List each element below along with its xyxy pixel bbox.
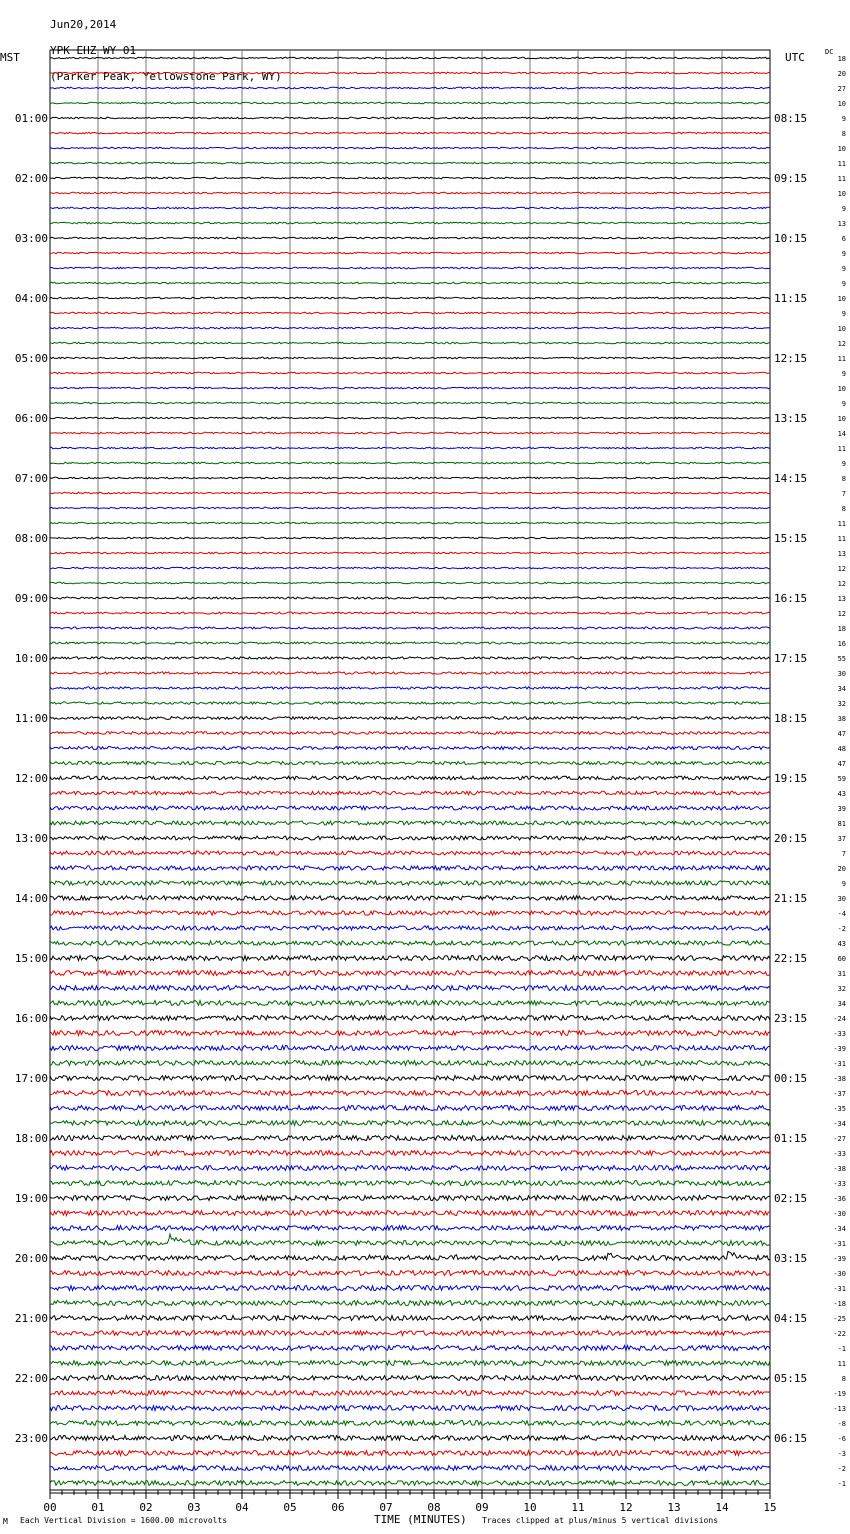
dc-offset-label: 9 xyxy=(841,250,846,258)
seismic-trace xyxy=(50,1166,770,1171)
utc-hour-label: 13:15 xyxy=(774,412,808,425)
scale-note: Each Vertical Division = 1600.00 microvolts xyxy=(20,1516,228,1525)
dc-offset-label: -38 xyxy=(833,1165,846,1173)
x-tick-label: 02 xyxy=(139,1501,153,1514)
seismic-trace xyxy=(50,732,770,735)
seismic-trace xyxy=(50,177,770,179)
dc-offset-label: 55 xyxy=(837,655,846,663)
seismic-trace xyxy=(50,237,770,239)
utc-hour-label: 12:15 xyxy=(774,352,808,365)
seismic-trace xyxy=(50,552,770,554)
dc-offset-label: -3 xyxy=(837,1450,846,1458)
dc-offset-label: 9 xyxy=(841,400,846,408)
seismic-trace xyxy=(50,402,770,404)
seismic-trace xyxy=(50,1271,770,1276)
utc-hour-label: 09:15 xyxy=(774,172,808,185)
x-tick-label: 01 xyxy=(91,1501,105,1514)
mst-hour-label: 19:00 xyxy=(14,1192,48,1205)
dc-offset-label: 32 xyxy=(837,985,846,993)
seismic-trace xyxy=(50,1016,770,1021)
seismic-trace xyxy=(50,1136,770,1141)
dc-offset-label: 10 xyxy=(837,415,846,423)
seismic-trace xyxy=(50,57,770,59)
seismic-trace xyxy=(50,132,770,134)
dc-offset-label: 11 xyxy=(837,445,846,453)
seismic-trace xyxy=(50,776,770,780)
seismic-trace xyxy=(50,866,770,870)
utc-hour-label: 00:15 xyxy=(774,1072,808,1085)
utc-hour-label: 11:15 xyxy=(774,292,808,305)
dc-offset-label: 30 xyxy=(837,895,846,903)
seismic-trace xyxy=(50,432,770,434)
seismic-trace xyxy=(50,1106,770,1111)
dc-offset-label: 11 xyxy=(837,355,846,363)
utc-hour-label: 01:15 xyxy=(774,1132,808,1145)
mst-hour-label: 22:00 xyxy=(14,1372,48,1385)
clip-note: Traces clipped at plus/minus 5 vertical divisions xyxy=(482,1516,719,1525)
seismic-trace xyxy=(50,986,770,991)
dc-offset-label: 37 xyxy=(837,835,846,843)
dc-offset-label: 8 xyxy=(841,130,846,138)
dc-offset-label: -33 xyxy=(833,1180,846,1188)
seismic-trace xyxy=(50,327,770,329)
seismic-trace xyxy=(50,1031,770,1036)
seismic-trace xyxy=(50,926,770,930)
dc-offset-label: 12 xyxy=(837,340,846,348)
seismic-trace xyxy=(50,342,770,344)
seismic-trace xyxy=(50,746,770,749)
dc-offset-label: 9 xyxy=(841,265,846,273)
seismic-trace xyxy=(50,1211,770,1216)
seismic-trace xyxy=(50,1061,770,1066)
seismic-trace xyxy=(50,956,770,961)
dc-offset-label: -37 xyxy=(833,1090,846,1098)
dc-offset-label: 10 xyxy=(837,100,846,108)
dc-offset-label: 10 xyxy=(837,325,846,333)
utc-hour-label: 04:15 xyxy=(774,1312,808,1325)
dc-offset-label: 34 xyxy=(837,685,846,693)
dc-offset-label: 13 xyxy=(837,595,846,603)
x-tick-label: 12 xyxy=(619,1501,633,1514)
plot-date: Jun20,2014 xyxy=(50,18,117,31)
dc-offset-label: -2 xyxy=(837,1465,846,1473)
dc-offset-label: 81 xyxy=(837,820,846,828)
seismic-trace xyxy=(50,1346,770,1351)
dc-offset-label: -1 xyxy=(837,1345,846,1353)
seismic-trace xyxy=(50,507,770,509)
dc-offset-label: 20 xyxy=(837,70,846,78)
dc-offset-header: DC xyxy=(825,48,834,56)
dc-offset-label: -24 xyxy=(833,1015,846,1023)
dc-offset-label: -31 xyxy=(833,1060,846,1068)
seismic-trace xyxy=(50,207,770,209)
seismic-trace xyxy=(50,462,770,464)
mst-hour-label: 01:00 xyxy=(14,112,48,125)
dc-offset-label: 43 xyxy=(837,940,846,948)
dc-offset-label: 11 xyxy=(837,1360,846,1368)
dc-offset-label: 18 xyxy=(837,625,846,633)
x-axis-label: TIME (MINUTES) xyxy=(374,1513,467,1526)
seismic-trace xyxy=(50,1181,770,1186)
seismic-trace xyxy=(50,447,770,449)
seismic-trace xyxy=(50,1251,770,1260)
dc-offset-label: 13 xyxy=(837,220,846,228)
seismic-trace xyxy=(50,1451,770,1456)
x-tick-label: 07 xyxy=(379,1501,393,1514)
mst-hour-label: 08:00 xyxy=(14,532,48,545)
seismic-trace xyxy=(50,597,770,599)
mst-hour-label: 11:00 xyxy=(14,712,48,725)
dc-offset-label: 14 xyxy=(837,430,846,438)
seismic-trace xyxy=(50,147,770,149)
dc-offset-label: 39 xyxy=(837,805,846,813)
seismic-trace xyxy=(50,1076,770,1081)
seismic-trace xyxy=(50,791,770,795)
seismic-trace xyxy=(50,522,770,524)
x-tick-label: 10 xyxy=(523,1501,537,1514)
dc-offset-label: -35 xyxy=(833,1105,846,1113)
dc-offset-label: -31 xyxy=(833,1240,846,1248)
utc-hour-label: 06:15 xyxy=(774,1432,808,1445)
dc-offset-label: -22 xyxy=(833,1330,846,1338)
dc-offset-label: 8 xyxy=(841,505,846,513)
dc-offset-label: 20 xyxy=(837,865,846,873)
left-timezone-label: MST xyxy=(0,51,20,64)
utc-hour-label: 14:15 xyxy=(774,472,808,485)
plot-frame xyxy=(50,50,770,1493)
dc-offset-label: -13 xyxy=(833,1405,846,1413)
seismic-trace xyxy=(50,896,770,900)
dc-offset-label: -6 xyxy=(837,1435,846,1443)
seismic-trace xyxy=(50,911,770,915)
seismic-trace xyxy=(50,717,770,720)
utc-hour-label: 22:15 xyxy=(774,952,808,965)
seismic-trace xyxy=(50,881,770,885)
dc-offset-label: 34 xyxy=(837,1000,846,1008)
dc-offset-label: 43 xyxy=(837,790,846,798)
utc-hour-label: 17:15 xyxy=(774,652,808,665)
mst-hour-label: 06:00 xyxy=(14,412,48,425)
dc-offset-label: 16 xyxy=(837,640,846,648)
dc-offset-label: 30 xyxy=(837,670,846,678)
seismic-trace xyxy=(50,642,770,644)
x-tick-label: 08 xyxy=(427,1501,441,1514)
x-tick-label: 00 xyxy=(43,1501,57,1514)
x-tick-label: 14 xyxy=(715,1501,729,1514)
station-location: (Parker Peak, Yellowstone Park, WY) xyxy=(50,70,282,83)
dc-offset-label: -39 xyxy=(833,1255,846,1263)
seismic-trace xyxy=(50,1406,770,1411)
dc-offset-label: -33 xyxy=(833,1030,846,1038)
seismic-trace xyxy=(50,672,770,674)
seismic-trace xyxy=(50,357,770,359)
dc-offset-label: -38 xyxy=(833,1075,846,1083)
dc-offset-label: 31 xyxy=(837,970,846,978)
seismic-trace xyxy=(50,582,770,584)
x-tick-label: 13 xyxy=(667,1501,681,1514)
dc-offset-label: -34 xyxy=(833,1120,846,1128)
dc-offset-label: 7 xyxy=(841,490,846,498)
utc-hour-label: 19:15 xyxy=(774,772,808,785)
mst-hour-label: 07:00 xyxy=(14,472,48,485)
dc-offset-label: 10 xyxy=(837,190,846,198)
right-timezone-label: UTC xyxy=(785,51,805,64)
dc-offset-label: 32 xyxy=(837,700,846,708)
seismic-trace xyxy=(50,1316,770,1321)
seismic-trace xyxy=(50,192,770,194)
dc-offset-label: 9 xyxy=(841,280,846,288)
dc-offset-label: -8 xyxy=(837,1420,846,1428)
dc-offset-label: 9 xyxy=(841,115,846,123)
seismic-trace xyxy=(50,1001,770,1006)
mst-hour-label: 16:00 xyxy=(14,1012,48,1025)
mst-hour-label: 12:00 xyxy=(14,772,48,785)
x-tick-label: 11 xyxy=(571,1501,585,1514)
corner-mark: M xyxy=(3,1517,8,1526)
seismic-trace xyxy=(50,1091,770,1096)
seismic-trace xyxy=(50,761,770,764)
seismic-trace xyxy=(50,1196,770,1201)
station-code: YPK EHZ WY 01 xyxy=(50,44,137,57)
seismic-trace xyxy=(50,612,770,614)
seismic-trace xyxy=(50,372,770,374)
dc-offset-label: 10 xyxy=(837,385,846,393)
dc-offset-label: -33 xyxy=(833,1150,846,1158)
mst-hour-label: 02:00 xyxy=(14,172,48,185)
dc-offset-label: 10 xyxy=(837,145,846,153)
seismic-trace xyxy=(50,1331,770,1336)
mst-hour-label: 17:00 xyxy=(14,1072,48,1085)
dc-offset-label: -27 xyxy=(833,1135,846,1143)
utc-hour-label: 02:15 xyxy=(774,1192,808,1205)
seismic-trace xyxy=(50,1234,770,1245)
mst-hour-label: 20:00 xyxy=(14,1252,48,1265)
seismic-trace xyxy=(50,162,770,164)
x-tick-label: 15 xyxy=(763,1501,777,1514)
seismic-trace xyxy=(50,1046,770,1051)
dc-offset-label: -4 xyxy=(837,910,846,918)
dc-offset-label: 9 xyxy=(841,370,846,378)
seismic-trace xyxy=(50,687,770,689)
dc-offset-label: -19 xyxy=(833,1390,846,1398)
dc-offset-label: -36 xyxy=(833,1195,846,1203)
mst-hour-label: 13:00 xyxy=(14,832,48,845)
utc-hour-label: 16:15 xyxy=(774,592,808,605)
x-tick-label: 06 xyxy=(331,1501,345,1514)
x-tick-label: 03 xyxy=(187,1501,201,1514)
dc-offset-label: -1 xyxy=(837,1480,846,1488)
dc-offset-label: 9 xyxy=(841,460,846,468)
seismic-trace xyxy=(50,477,770,479)
seismic-trace xyxy=(50,1286,770,1291)
dc-offset-label: 11 xyxy=(837,535,846,543)
dc-offset-label: -34 xyxy=(833,1225,846,1233)
dc-offset-label: 11 xyxy=(837,520,846,528)
utc-hour-label: 03:15 xyxy=(774,1252,808,1265)
dc-offset-label: 11 xyxy=(837,160,846,168)
dc-offset-label: 7 xyxy=(841,850,846,858)
dc-offset-label: 9 xyxy=(841,310,846,318)
dc-offset-label: 8 xyxy=(841,475,846,483)
mst-hour-label: 09:00 xyxy=(14,592,48,605)
mst-hour-label: 23:00 xyxy=(14,1432,48,1445)
dc-offset-label: 27 xyxy=(837,85,846,93)
dc-offset-label: -30 xyxy=(833,1210,846,1218)
mst-hour-label: 21:00 xyxy=(14,1312,48,1325)
seismic-trace xyxy=(50,851,770,855)
seismic-trace xyxy=(50,102,770,104)
seismic-trace xyxy=(50,417,770,419)
dc-offset-label: 48 xyxy=(837,745,846,753)
dc-offset-label: 8 xyxy=(841,1375,846,1383)
seismic-trace xyxy=(50,87,770,89)
seismic-trace xyxy=(50,1466,770,1471)
seismic-trace xyxy=(50,1121,770,1126)
seismic-trace xyxy=(50,1481,770,1486)
seismic-trace xyxy=(50,72,770,74)
dc-offset-label: 6 xyxy=(841,235,846,243)
seismic-trace xyxy=(50,252,770,254)
dc-offset-label: 38 xyxy=(837,715,846,723)
mst-hour-label: 14:00 xyxy=(14,892,48,905)
seismic-trace xyxy=(50,821,770,825)
seismic-trace xyxy=(50,836,770,840)
mst-hour-label: 18:00 xyxy=(14,1132,48,1145)
dc-offset-label: 12 xyxy=(837,610,846,618)
seismic-trace xyxy=(50,537,770,539)
seismic-trace xyxy=(50,222,770,224)
seismic-trace xyxy=(50,312,770,314)
seismic-trace xyxy=(50,627,770,629)
dc-offset-label: 59 xyxy=(837,775,846,783)
x-tick-label: 04 xyxy=(235,1501,249,1514)
seismic-trace xyxy=(50,567,770,569)
dc-offset-label: 47 xyxy=(837,760,846,768)
seismic-trace xyxy=(50,1361,770,1366)
utc-hour-label: 05:15 xyxy=(774,1372,808,1385)
seismic-trace xyxy=(50,702,770,704)
seismic-trace xyxy=(50,657,770,659)
utc-hour-label: 10:15 xyxy=(774,232,808,245)
mst-hour-label: 04:00 xyxy=(14,292,48,305)
seismic-trace xyxy=(50,387,770,389)
mst-hour-label: 03:00 xyxy=(14,232,48,245)
seismic-trace xyxy=(50,1301,770,1306)
utc-hour-label: 18:15 xyxy=(774,712,808,725)
seismic-trace xyxy=(50,1391,770,1396)
seismic-trace xyxy=(50,1226,770,1231)
utc-hour-label: 08:15 xyxy=(774,112,808,125)
dc-offset-label: -2 xyxy=(837,925,846,933)
mst-hour-label: 15:00 xyxy=(14,952,48,965)
seismic-trace xyxy=(50,1151,770,1156)
seismic-trace xyxy=(50,941,770,945)
mst-hour-label: 10:00 xyxy=(14,652,48,665)
utc-hour-label: 20:15 xyxy=(774,832,808,845)
seismic-trace xyxy=(50,806,770,810)
dc-offset-label: -30 xyxy=(833,1270,846,1278)
seismic-trace xyxy=(50,1376,770,1381)
dc-offset-label: 9 xyxy=(841,880,846,888)
x-tick-label: 09 xyxy=(475,1501,489,1514)
seismic-trace xyxy=(50,1421,770,1426)
seismic-trace xyxy=(50,1436,770,1441)
dc-offset-label: 11 xyxy=(837,175,846,183)
utc-hour-label: 21:15 xyxy=(774,892,808,905)
dc-offset-label: 18 xyxy=(837,55,846,63)
seismic-trace xyxy=(50,971,770,976)
dc-offset-label: 60 xyxy=(837,955,846,963)
mst-hour-label: 05:00 xyxy=(14,352,48,365)
utc-hour-label: 15:15 xyxy=(774,532,808,545)
seismic-trace xyxy=(50,297,770,299)
dc-offset-label: -18 xyxy=(833,1300,846,1308)
dc-offset-label: -31 xyxy=(833,1285,846,1293)
dc-offset-label: 9 xyxy=(841,205,846,213)
x-tick-label: 05 xyxy=(283,1501,297,1514)
seismic-trace xyxy=(50,282,770,284)
dc-offset-label: 10 xyxy=(837,295,846,303)
dc-offset-label: 12 xyxy=(837,580,846,588)
utc-hour-label: 23:15 xyxy=(774,1012,808,1025)
dc-offset-label: -25 xyxy=(833,1315,846,1323)
seismic-trace xyxy=(50,492,770,494)
dc-offset-label: 12 xyxy=(837,565,846,573)
seismic-trace xyxy=(50,117,770,119)
dc-offset-label: 47 xyxy=(837,730,846,738)
dc-offset-label: 13 xyxy=(837,550,846,558)
seismic-trace xyxy=(50,267,770,269)
dc-offset-label: -39 xyxy=(833,1045,846,1053)
